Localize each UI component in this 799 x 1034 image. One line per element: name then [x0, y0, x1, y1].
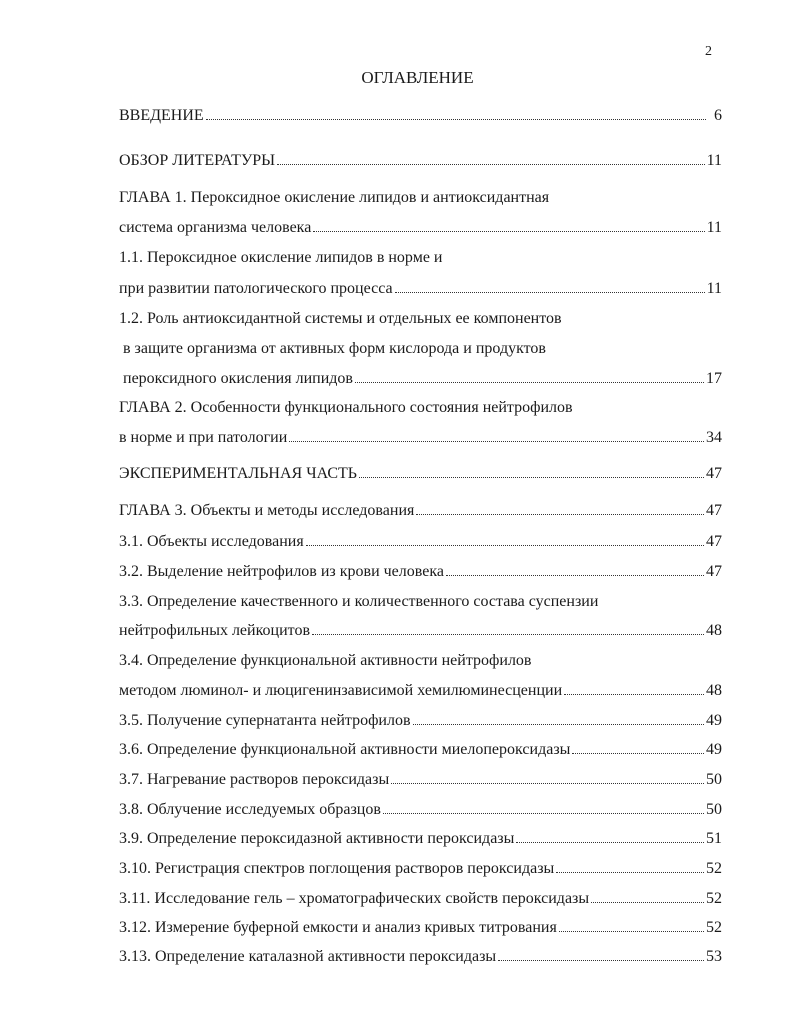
entry-page: 6 — [714, 107, 722, 124]
entry-text: 3.2. Выделение нейтрофилов из крови человека — [119, 563, 444, 580]
toc-entry-s33-line1: 3.3. Определение качественного и количественного состава суспензии — [119, 593, 599, 610]
leader-dots — [277, 151, 704, 165]
entry-text: 3.6. Определение функциональной активности миелопероксидазы — [119, 741, 571, 758]
toc-entry-ch2-line1: ГЛАВА 2. Особенности функционального состояния нейтрофилов — [119, 399, 573, 416]
leader-dots — [395, 279, 705, 293]
entry-page: 11 — [706, 280, 722, 297]
toc-entry-s12[interactable] — [123, 369, 722, 389]
entry-text: 3.8. Облучение исследуемых образцов — [119, 801, 381, 818]
leader-dots — [572, 740, 704, 754]
entry-page: 51 — [706, 830, 722, 847]
entry-text: ЭКСПЕРИМЕНТАЛЬНАЯ ЧАСТЬ — [119, 465, 357, 482]
toc-entry-s11[interactable] — [119, 279, 722, 299]
entry-page: 52 — [706, 860, 722, 877]
leader-dots — [289, 428, 704, 442]
entry-page: 48 — [706, 622, 722, 639]
toc-entry-s33[interactable] — [119, 621, 722, 641]
entry-page: 52 — [706, 919, 722, 936]
leader-dots — [355, 369, 704, 383]
entry-text: 3.7. Нагревание растворов пероксидазы — [119, 771, 390, 788]
toc-entry-s34-line1: 3.4. Определение функциональной активности нейтрофилов — [119, 652, 532, 669]
entry-text: 3.12. Измерение буферной емкости и анализ кривых титрования — [119, 919, 557, 936]
entry-text: пероксидного окисления липидов — [123, 370, 353, 387]
leader-dots — [313, 218, 704, 232]
leader-dots — [498, 947, 704, 961]
toc-entry-ch1-line1: ГЛАВА 1. Пероксидное окисление липидов и антиоксидантная — [119, 189, 550, 206]
toc-entry-ch3[interactable] — [119, 501, 722, 521]
toc-entry-s35[interactable] — [119, 711, 722, 731]
toc-entry-s36[interactable] — [119, 740, 722, 760]
entry-page: 49 — [706, 741, 722, 758]
entry-page: 49 — [706, 712, 722, 729]
leader-dots — [391, 770, 704, 784]
entry-text: ОБЗОР ЛИТЕРАТУРЫ — [119, 152, 276, 169]
entry-page: 53 — [706, 948, 722, 965]
leader-dots — [413, 711, 704, 725]
entry-text: методом люминол- и люцигенинзависимой хемилюминесценции — [119, 682, 563, 699]
toc-entry-review[interactable] — [119, 151, 722, 171]
leader-dots — [556, 859, 704, 873]
toc-entry-s313[interactable] — [119, 947, 722, 967]
leader-dots — [446, 562, 704, 576]
entry-page: 52 — [706, 890, 722, 907]
toc-entry-ch1[interactable] — [119, 218, 722, 238]
toc-entry-ch2[interactable] — [119, 428, 722, 448]
entry-text: нейтрофильных лейкоцитов — [119, 622, 311, 639]
entry-text: 3.11. Исследование гель – хроматографических свойств пероксидазы — [119, 890, 590, 907]
leader-dots — [516, 829, 704, 843]
toc-entry-s310[interactable] — [119, 859, 722, 879]
leader-dots — [383, 800, 704, 814]
entry-page: 47 — [706, 465, 722, 482]
entry-page: 47 — [706, 533, 722, 550]
entry-page: 17 — [706, 370, 722, 387]
toc-entry-s39[interactable] — [119, 829, 722, 849]
leader-dots — [591, 889, 704, 903]
entry-page: 47 — [706, 563, 722, 580]
toc-entry-s311[interactable] — [119, 889, 722, 909]
leader-dots — [312, 621, 704, 635]
toc-entry-s31[interactable] — [119, 532, 722, 552]
entry-text: 3.1. Объекты исследования — [119, 533, 304, 550]
entry-page: 48 — [706, 682, 722, 699]
leader-dots — [359, 464, 704, 478]
toc-entry-intro[interactable] — [119, 106, 722, 126]
leader-dots — [416, 501, 704, 515]
toc-entry-s38[interactable] — [119, 800, 722, 820]
toc-entry-s37[interactable] — [119, 770, 722, 790]
entry-text: при развитии патологического процесса — [119, 280, 393, 297]
entry-page: 11 — [706, 152, 722, 169]
toc-entry-s12-line2: в защите организма от активных форм кислорода и продуктов — [123, 340, 546, 357]
leader-dots — [559, 918, 704, 932]
page-number: 2 — [705, 44, 712, 59]
toc-title: ОГЛАВЛЕНИЕ — [361, 68, 474, 87]
toc-entry-s12-line1: 1.2. Роль антиоксидантной системы и отдельных ее компонентов — [119, 310, 562, 327]
entry-page: 34 — [706, 429, 722, 446]
entry-page: 50 — [706, 801, 722, 818]
toc-entry-s34[interactable] — [119, 681, 722, 701]
entry-text: 3.13. Определение каталазной активности пероксидазы — [119, 948, 497, 965]
entry-text: 3.5. Получение супернатанта нейтрофилов — [119, 712, 411, 729]
entry-text: система организма человека — [119, 219, 312, 236]
toc-entry-exp[interactable] — [119, 464, 722, 484]
entry-page: 47 — [706, 502, 722, 519]
leader-dots — [564, 681, 704, 695]
entry-page: 50 — [706, 771, 722, 788]
entry-page: 11 — [706, 219, 722, 236]
entry-text: 3.10. Регистрация спектров поглощения растворов пероксидазы — [119, 860, 555, 877]
leader-dots — [306, 532, 704, 546]
entry-text: ВВЕДЕНИЕ — [119, 107, 204, 124]
entry-text: 3.9. Определение пероксидазной активности пероксидазы — [119, 830, 515, 847]
toc-entry-s312[interactable] — [119, 918, 722, 938]
toc-entry-s32[interactable] — [119, 562, 722, 582]
entry-text: ГЛАВА 3. Объекты и методы исследования — [119, 502, 415, 519]
entry-text: в норме и при патологии — [119, 429, 288, 446]
leader-dots — [206, 106, 706, 120]
toc-entry-s11-line1: 1.1. Пероксидное окисление липидов в норме и — [119, 249, 443, 266]
